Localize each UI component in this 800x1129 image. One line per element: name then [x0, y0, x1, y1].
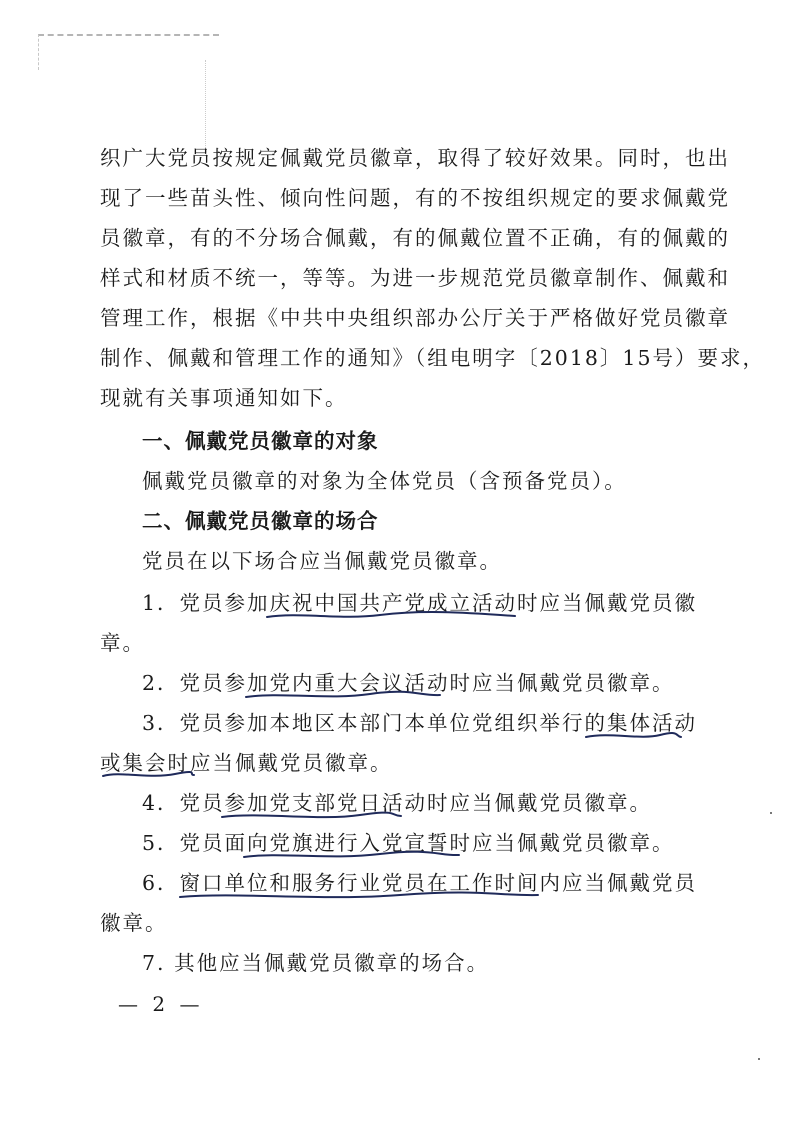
- body-line: 管理工作，根据《中共中央组织部办公厅关于严格做好党员徽章: [100, 306, 730, 330]
- list-item-4: 4．党员参加党支部党日活动时应当佩戴党员徽章。: [142, 791, 653, 815]
- list-item-5: 5．党员面向党旗进行入党宣誓时应当佩戴党员徽章。: [142, 831, 675, 855]
- body-line: 员徽章，有的不分场合佩戴，有的佩戴位置不正确，有的佩戴的: [100, 226, 730, 250]
- page-number: — 2 —: [118, 992, 204, 1016]
- list-item-3-line-2: 或集会时应当佩戴党员徽章。: [100, 751, 393, 775]
- list-item-1-line-1: 1．党员参加庆祝中国共产党成立活动时应当佩戴党员徽: [142, 591, 698, 615]
- body-line: 制作、佩戴和管理工作的通知》（组电明字〔2018〕15号）要求，: [100, 346, 766, 370]
- body-line: 织广大党员按规定佩戴党员徽章，取得了较好效果。同时，也出: [100, 146, 730, 170]
- list-item-7: 7. 其他应当佩戴党员徽章的场合。: [142, 951, 490, 975]
- section-2-heading: 二、佩戴党员徽章的场合: [142, 509, 379, 533]
- list-item-6-line-2: 徽章。: [100, 911, 168, 935]
- section-1-body: 佩戴党员徽章的对象为全体党员（含预备党员）。: [142, 469, 627, 493]
- list-item-3-line-1: 3．党员参加本地区本部门本单位党组织举行的集体活动: [142, 711, 698, 735]
- body-line: 样式和材质不统一，等等。为进一步规范党员徽章制作、佩戴和: [100, 266, 730, 290]
- body-line: 现了一些苗头性、倾向性问题，有的不按组织规定的要求佩戴党: [100, 186, 730, 210]
- section-1-heading: 一、佩戴党员徽章的对象: [142, 429, 379, 453]
- list-item-2: 2．党员参加党内重大会议活动时应当佩戴党员徽章。: [142, 671, 675, 695]
- section-2-intro: 党员在以下场合应当佩戴党员徽章。: [142, 549, 502, 573]
- list-item-1-line-2: 章。: [100, 631, 145, 655]
- body-line: 现就有关事项通知如下。: [100, 386, 348, 410]
- list-item-6-line-1: 6．窗口单位和服务行业党员在工作时间内应当佩戴党员: [142, 871, 698, 895]
